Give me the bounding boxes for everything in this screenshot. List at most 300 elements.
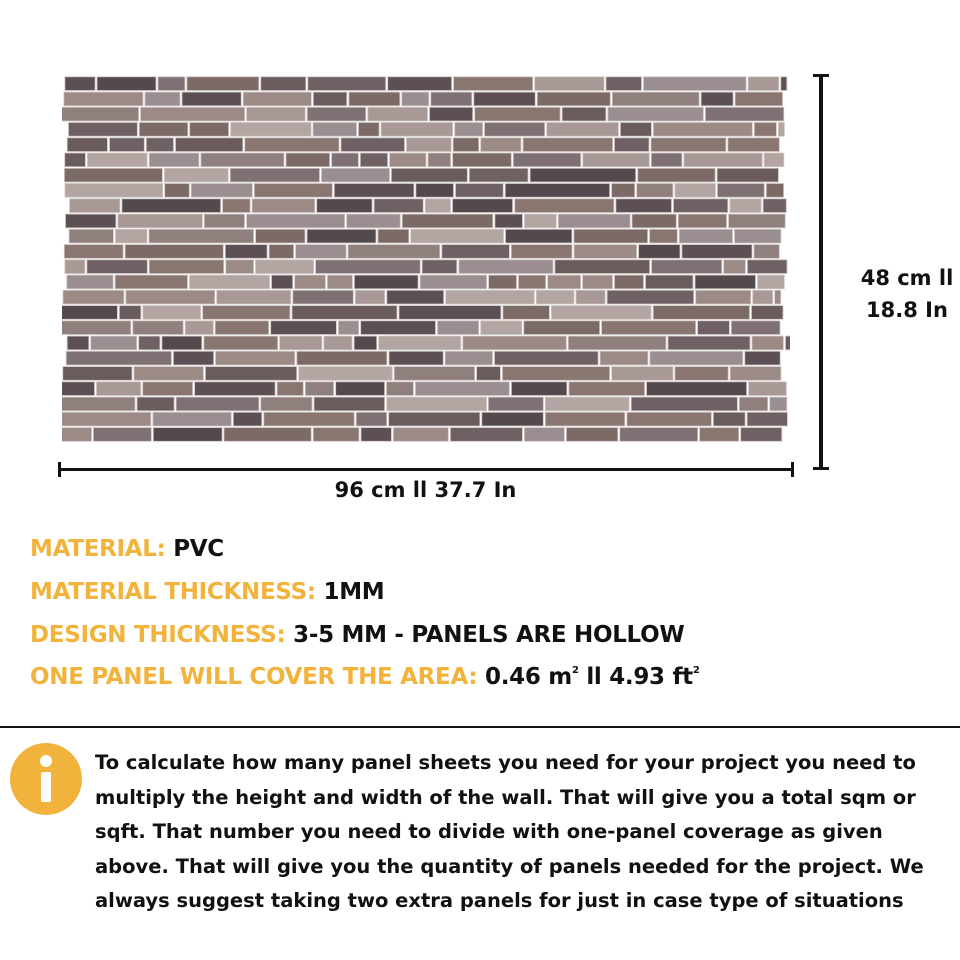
stone-piece bbox=[569, 382, 645, 396]
stone-piece bbox=[576, 290, 605, 304]
stone-piece bbox=[505, 184, 609, 198]
stone-piece bbox=[415, 382, 509, 396]
stone-piece bbox=[307, 229, 376, 243]
stone-piece bbox=[551, 306, 651, 320]
spec-key: MATERIAL: bbox=[30, 536, 166, 562]
stone-piece bbox=[341, 138, 405, 152]
stone-piece bbox=[612, 367, 673, 381]
stone-piece bbox=[64, 168, 162, 182]
stone-piece bbox=[67, 275, 113, 289]
stone-piece bbox=[562, 107, 606, 121]
stone-piece bbox=[525, 214, 557, 228]
stone-piece bbox=[143, 382, 193, 396]
stone-piece bbox=[724, 260, 746, 274]
coverage-value bbox=[485, 664, 700, 690]
stone-piece bbox=[158, 77, 185, 91]
stone-piece bbox=[201, 153, 284, 167]
stone-piece bbox=[515, 199, 614, 213]
stone-piece bbox=[407, 138, 452, 152]
spec-key: ONE PANEL WILL COVER THE AREA: bbox=[30, 664, 478, 690]
stone-piece bbox=[523, 138, 613, 152]
stone-piece bbox=[292, 306, 397, 320]
stone-piece bbox=[336, 382, 385, 396]
stone-piece bbox=[307, 107, 366, 121]
stone-piece bbox=[173, 351, 213, 365]
stone-piece bbox=[705, 107, 783, 121]
stone-piece bbox=[216, 351, 295, 365]
stone-piece bbox=[245, 138, 339, 152]
stone-piece bbox=[378, 229, 409, 243]
stone-piece bbox=[695, 275, 756, 289]
stone-piece bbox=[153, 428, 222, 442]
spec-design-thickness bbox=[30, 622, 684, 648]
stone-piece bbox=[233, 412, 261, 426]
stone-piece bbox=[62, 412, 151, 426]
stone-piece bbox=[348, 245, 440, 259]
stone-piece bbox=[422, 260, 457, 274]
stone-piece bbox=[110, 138, 145, 152]
stone-piece bbox=[153, 412, 231, 426]
stone-piece bbox=[453, 138, 479, 152]
stone-piece bbox=[271, 321, 337, 335]
spec-key: MATERIAL THICKNESS: bbox=[30, 579, 316, 605]
stone-piece bbox=[308, 77, 386, 91]
stone-piece bbox=[488, 397, 543, 411]
stone-piece bbox=[215, 321, 269, 335]
stone-piece bbox=[739, 397, 767, 411]
stone-piece bbox=[387, 382, 414, 396]
stone-piece bbox=[204, 336, 278, 350]
stone-piece bbox=[87, 260, 147, 274]
stone-piece bbox=[511, 245, 572, 259]
stone-piece bbox=[133, 321, 183, 335]
stone-piece bbox=[393, 428, 448, 442]
stone-piece bbox=[481, 138, 521, 152]
stone-piece bbox=[555, 260, 650, 274]
coverage-sup-m: 2 bbox=[571, 665, 579, 676]
stone-piece bbox=[165, 184, 190, 198]
stone-piece bbox=[675, 184, 716, 198]
stone-piece bbox=[247, 107, 306, 121]
stone-piece bbox=[141, 107, 245, 121]
stone-piece bbox=[770, 397, 787, 411]
stone-piece bbox=[453, 199, 513, 213]
stone-piece bbox=[747, 412, 787, 426]
stone-piece bbox=[674, 199, 728, 213]
stone-piece bbox=[778, 123, 784, 137]
stone-piece bbox=[355, 290, 384, 304]
stone-piece bbox=[269, 245, 294, 259]
height-dimension-cap-bottom bbox=[813, 467, 829, 470]
spec-value: PVC bbox=[173, 536, 224, 562]
stone-piece bbox=[653, 123, 752, 137]
stone-piece bbox=[651, 138, 726, 152]
stone-piece bbox=[752, 336, 783, 350]
stone-piece bbox=[389, 351, 443, 365]
stone-piece bbox=[361, 321, 436, 335]
stone-piece bbox=[420, 275, 487, 289]
stone-piece bbox=[62, 306, 117, 320]
stone-piece bbox=[627, 412, 712, 426]
stone-piece bbox=[608, 107, 704, 121]
stone-piece bbox=[252, 199, 315, 213]
stone-piece bbox=[477, 367, 501, 381]
stone-piece bbox=[763, 199, 786, 213]
stone-piece bbox=[566, 428, 617, 442]
stone-piece bbox=[506, 229, 572, 243]
stone-piece bbox=[682, 245, 752, 259]
stone-piece bbox=[93, 428, 151, 442]
stone-piece bbox=[313, 428, 359, 442]
stone-piece bbox=[745, 351, 780, 365]
stone-piece bbox=[485, 123, 545, 137]
stone-piece bbox=[728, 138, 779, 152]
stone-piece bbox=[583, 275, 613, 289]
coverage-ft: ll 4.93 ft bbox=[578, 664, 693, 690]
stone-piece bbox=[356, 412, 387, 426]
stone-piece bbox=[164, 168, 228, 182]
stone-piece bbox=[191, 184, 252, 198]
stone-piece bbox=[314, 397, 385, 411]
stone-piece bbox=[651, 153, 682, 167]
stone-piece bbox=[748, 77, 779, 91]
stone-piece bbox=[97, 77, 156, 91]
stone-piece bbox=[354, 336, 377, 350]
stone-piece bbox=[530, 168, 636, 182]
stone-piece bbox=[482, 412, 544, 426]
stone-piece bbox=[390, 153, 426, 167]
stone-piece bbox=[125, 245, 223, 259]
stone-piece bbox=[162, 336, 202, 350]
stone-piece bbox=[67, 336, 89, 350]
stone-piece bbox=[295, 275, 326, 289]
stone-piece bbox=[62, 107, 139, 121]
stone-piece bbox=[754, 123, 776, 137]
stone-piece bbox=[388, 77, 452, 91]
width-dimension-label: 96 cm ll 37.7 In bbox=[334, 478, 517, 502]
stone-piece bbox=[185, 321, 213, 335]
stone-piece bbox=[137, 397, 174, 411]
stone-piece bbox=[652, 260, 722, 274]
stone-piece bbox=[475, 107, 560, 121]
stone-piece bbox=[752, 306, 784, 320]
stone-piece bbox=[149, 153, 199, 167]
stone-piece bbox=[519, 275, 546, 289]
stone-piece bbox=[126, 290, 215, 304]
stone-piece bbox=[513, 153, 581, 167]
stone-piece bbox=[606, 77, 642, 91]
stone-piece bbox=[122, 199, 221, 213]
stone-piece bbox=[195, 382, 276, 396]
stone-piece bbox=[495, 214, 523, 228]
stone-piece bbox=[190, 123, 229, 137]
stone-piece bbox=[545, 412, 625, 426]
stone-piece bbox=[469, 168, 528, 182]
stone-piece bbox=[391, 168, 467, 182]
stone-piece bbox=[442, 245, 510, 259]
stone-piece bbox=[524, 428, 564, 442]
stone-piece bbox=[299, 367, 393, 381]
stone-piece bbox=[431, 92, 472, 106]
stone-piece bbox=[176, 397, 259, 411]
height-dimension-label bbox=[852, 262, 960, 326]
stone-piece bbox=[69, 123, 138, 137]
stone-piece bbox=[438, 321, 479, 335]
stone-piece bbox=[735, 92, 782, 106]
stone-piece bbox=[66, 214, 116, 228]
stone-piece bbox=[62, 428, 92, 442]
stone-piece bbox=[428, 153, 451, 167]
stone-piece bbox=[134, 367, 203, 381]
stone-piece bbox=[280, 336, 322, 350]
stone-piece bbox=[558, 214, 630, 228]
stone-piece bbox=[324, 336, 352, 350]
stone-piece bbox=[354, 275, 418, 289]
stone-piece bbox=[118, 214, 202, 228]
stone-piece bbox=[474, 92, 535, 106]
stone-piece bbox=[735, 229, 781, 243]
stone-piece bbox=[402, 214, 493, 228]
height-dimension-cap-top bbox=[813, 74, 829, 77]
stone-piece bbox=[338, 321, 358, 335]
stone-piece bbox=[65, 260, 85, 274]
stone-piece bbox=[637, 184, 673, 198]
stone-piece bbox=[602, 321, 696, 335]
stone-piece bbox=[612, 184, 635, 198]
stone-piece bbox=[749, 382, 787, 396]
stone-piece bbox=[182, 92, 241, 106]
stone-piece bbox=[545, 397, 629, 411]
stone-piece bbox=[254, 184, 332, 198]
stone-piece bbox=[456, 184, 504, 198]
stone-piece bbox=[481, 321, 522, 335]
stone-piece bbox=[334, 184, 414, 198]
stone-piece bbox=[717, 184, 764, 198]
stone-piece bbox=[646, 275, 694, 289]
stone-piece bbox=[62, 397, 135, 411]
stone-piece bbox=[453, 153, 512, 167]
stone-piece bbox=[256, 260, 314, 274]
spec-material bbox=[30, 536, 224, 562]
stone-piece bbox=[139, 123, 188, 137]
stone-piece bbox=[684, 153, 762, 167]
stone-piece bbox=[454, 77, 533, 91]
stone-piece bbox=[261, 397, 312, 411]
info-text: To calculate how many panel sheets you need for your project you need to multiply the height and width of the wall. That will give you a total sqm or sqft. That number you need to divide with one-panel coverage as given above. That will give you the quantity of panels needed for the project. We always suggest taking two extra panels for just in case type of situations bbox=[95, 751, 924, 912]
stone-piece bbox=[524, 321, 600, 335]
width-dimension-cap-left bbox=[58, 462, 61, 477]
stone-piece bbox=[537, 92, 610, 106]
stone-piece bbox=[511, 382, 567, 396]
stone-piece bbox=[616, 199, 672, 213]
stone-piece bbox=[411, 229, 504, 243]
stone-piece bbox=[217, 290, 291, 304]
stone-piece bbox=[399, 306, 501, 320]
stone-piece bbox=[536, 290, 574, 304]
stone-piece bbox=[644, 77, 747, 91]
stone-panel-image bbox=[62, 76, 790, 442]
stone-piece bbox=[145, 92, 180, 106]
stone-piece bbox=[730, 199, 761, 213]
stone-piece bbox=[349, 92, 400, 106]
stone-piece bbox=[327, 275, 352, 289]
stone-piece bbox=[115, 229, 147, 243]
stone-piece bbox=[503, 306, 550, 320]
section-divider bbox=[0, 726, 960, 728]
stone-piece bbox=[650, 229, 678, 243]
stone-piece bbox=[631, 397, 737, 411]
stone-piece bbox=[361, 428, 391, 442]
stone-piece bbox=[678, 214, 726, 228]
stone-piece bbox=[317, 199, 372, 213]
stone-piece bbox=[313, 92, 347, 106]
stone-piece bbox=[297, 351, 387, 365]
stone-piece bbox=[615, 138, 650, 152]
stone-piece bbox=[97, 382, 141, 396]
stone-piece bbox=[638, 168, 715, 182]
stone-piece bbox=[69, 229, 113, 243]
height-cm-label: 48 cm ll bbox=[860, 266, 954, 290]
stone-piece bbox=[416, 184, 454, 198]
stone-piece bbox=[548, 275, 581, 289]
stone-piece bbox=[675, 367, 728, 381]
stone-piece bbox=[766, 184, 783, 198]
stone-piece bbox=[620, 123, 651, 137]
stone-piece bbox=[446, 290, 535, 304]
stone-piece bbox=[387, 397, 487, 411]
stone-piece bbox=[91, 336, 137, 350]
stone-piece bbox=[381, 123, 453, 137]
stone-piece bbox=[247, 214, 345, 228]
stone-piece bbox=[753, 290, 773, 304]
stone-piece bbox=[701, 92, 733, 106]
stone-piece bbox=[187, 77, 259, 91]
stone-piece bbox=[322, 168, 390, 182]
stone-piece bbox=[729, 214, 786, 228]
stone-piece bbox=[730, 367, 781, 381]
stone-piece bbox=[741, 428, 782, 442]
stone-piece bbox=[264, 412, 354, 426]
stone-piece bbox=[600, 351, 648, 365]
stone-piece bbox=[64, 92, 143, 106]
stone-piece bbox=[272, 275, 293, 289]
stone-piece bbox=[698, 321, 730, 335]
stone-piece bbox=[754, 245, 779, 259]
height-dimension-line bbox=[819, 74, 823, 470]
stone-piece bbox=[495, 351, 599, 365]
stone-piece bbox=[243, 92, 311, 106]
stone-piece bbox=[65, 77, 95, 91]
spec-key: DESIGN THICKNESS: bbox=[30, 622, 286, 648]
stone-piece bbox=[62, 382, 95, 396]
stone-piece bbox=[632, 214, 676, 228]
stone-piece bbox=[574, 245, 637, 259]
stone-piece bbox=[230, 168, 319, 182]
stone-piece bbox=[747, 260, 787, 274]
stone-piece bbox=[679, 229, 732, 243]
info-icon bbox=[10, 743, 82, 815]
stone-piece bbox=[139, 336, 160, 350]
stone-piece bbox=[293, 290, 354, 304]
stone-piece bbox=[700, 428, 739, 442]
stone-piece bbox=[368, 107, 428, 121]
stone-piece bbox=[286, 153, 330, 167]
stone-piece bbox=[226, 260, 254, 274]
stone-piece bbox=[758, 275, 785, 289]
stone-piece bbox=[223, 199, 251, 213]
stone-piece bbox=[277, 382, 303, 396]
stone-piece bbox=[149, 260, 224, 274]
coverage-sup-ft: 2 bbox=[692, 665, 700, 676]
stone-piece bbox=[425, 199, 450, 213]
stone-piece bbox=[64, 245, 123, 259]
stone-piece bbox=[63, 367, 132, 381]
stone-piece bbox=[402, 92, 429, 106]
stone-piece bbox=[87, 153, 147, 167]
stone-piece bbox=[612, 92, 699, 106]
stone-piece bbox=[615, 275, 644, 289]
stone-piece bbox=[65, 184, 163, 198]
stone-piece bbox=[455, 123, 483, 137]
stone-piece bbox=[650, 351, 743, 365]
stone-piece bbox=[574, 229, 648, 243]
stone-piece bbox=[502, 367, 609, 381]
stone-piece bbox=[65, 153, 86, 167]
stone-piece bbox=[379, 336, 461, 350]
stone-piece bbox=[66, 351, 171, 365]
stone-piece bbox=[347, 214, 401, 228]
stone-piece bbox=[535, 77, 604, 91]
stone-piece bbox=[359, 123, 380, 137]
stone-piece bbox=[717, 168, 778, 182]
stone-piece bbox=[445, 351, 492, 365]
spec-value: 3-5 MM - PANELS ARE HOLLOW bbox=[293, 622, 685, 648]
stone-piece bbox=[296, 245, 347, 259]
stone-piece bbox=[119, 306, 140, 320]
stone-piece bbox=[459, 260, 553, 274]
stone-piece bbox=[653, 306, 749, 320]
stone-piece bbox=[149, 229, 254, 243]
stone-piece bbox=[389, 412, 480, 426]
stone-piece bbox=[786, 336, 791, 350]
stone-piece bbox=[67, 138, 107, 152]
stone-piece bbox=[647, 382, 747, 396]
stone-piece bbox=[607, 290, 694, 304]
stone-piece bbox=[313, 123, 357, 137]
stone-piece bbox=[231, 123, 311, 137]
stone-piece bbox=[394, 367, 474, 381]
stone-piece bbox=[775, 290, 781, 304]
stone-piece bbox=[639, 245, 680, 259]
stone-piece bbox=[62, 321, 131, 335]
stone-piece bbox=[332, 153, 359, 167]
stone-piece bbox=[568, 336, 666, 350]
stone-piece bbox=[63, 290, 124, 304]
stone-piece bbox=[143, 306, 201, 320]
stone-piece bbox=[387, 290, 444, 304]
stone-piece bbox=[256, 229, 305, 243]
stone-piece bbox=[463, 336, 567, 350]
stone-piece bbox=[316, 260, 421, 274]
stone-piece bbox=[764, 153, 784, 167]
stone-piece bbox=[261, 77, 306, 91]
stone-piece bbox=[547, 123, 619, 137]
stone-piece bbox=[620, 428, 698, 442]
height-in-label: 18.8 In bbox=[866, 298, 948, 322]
stone-piece bbox=[225, 245, 267, 259]
spec-value: 1MM bbox=[323, 579, 385, 605]
stone-piece bbox=[115, 275, 187, 289]
